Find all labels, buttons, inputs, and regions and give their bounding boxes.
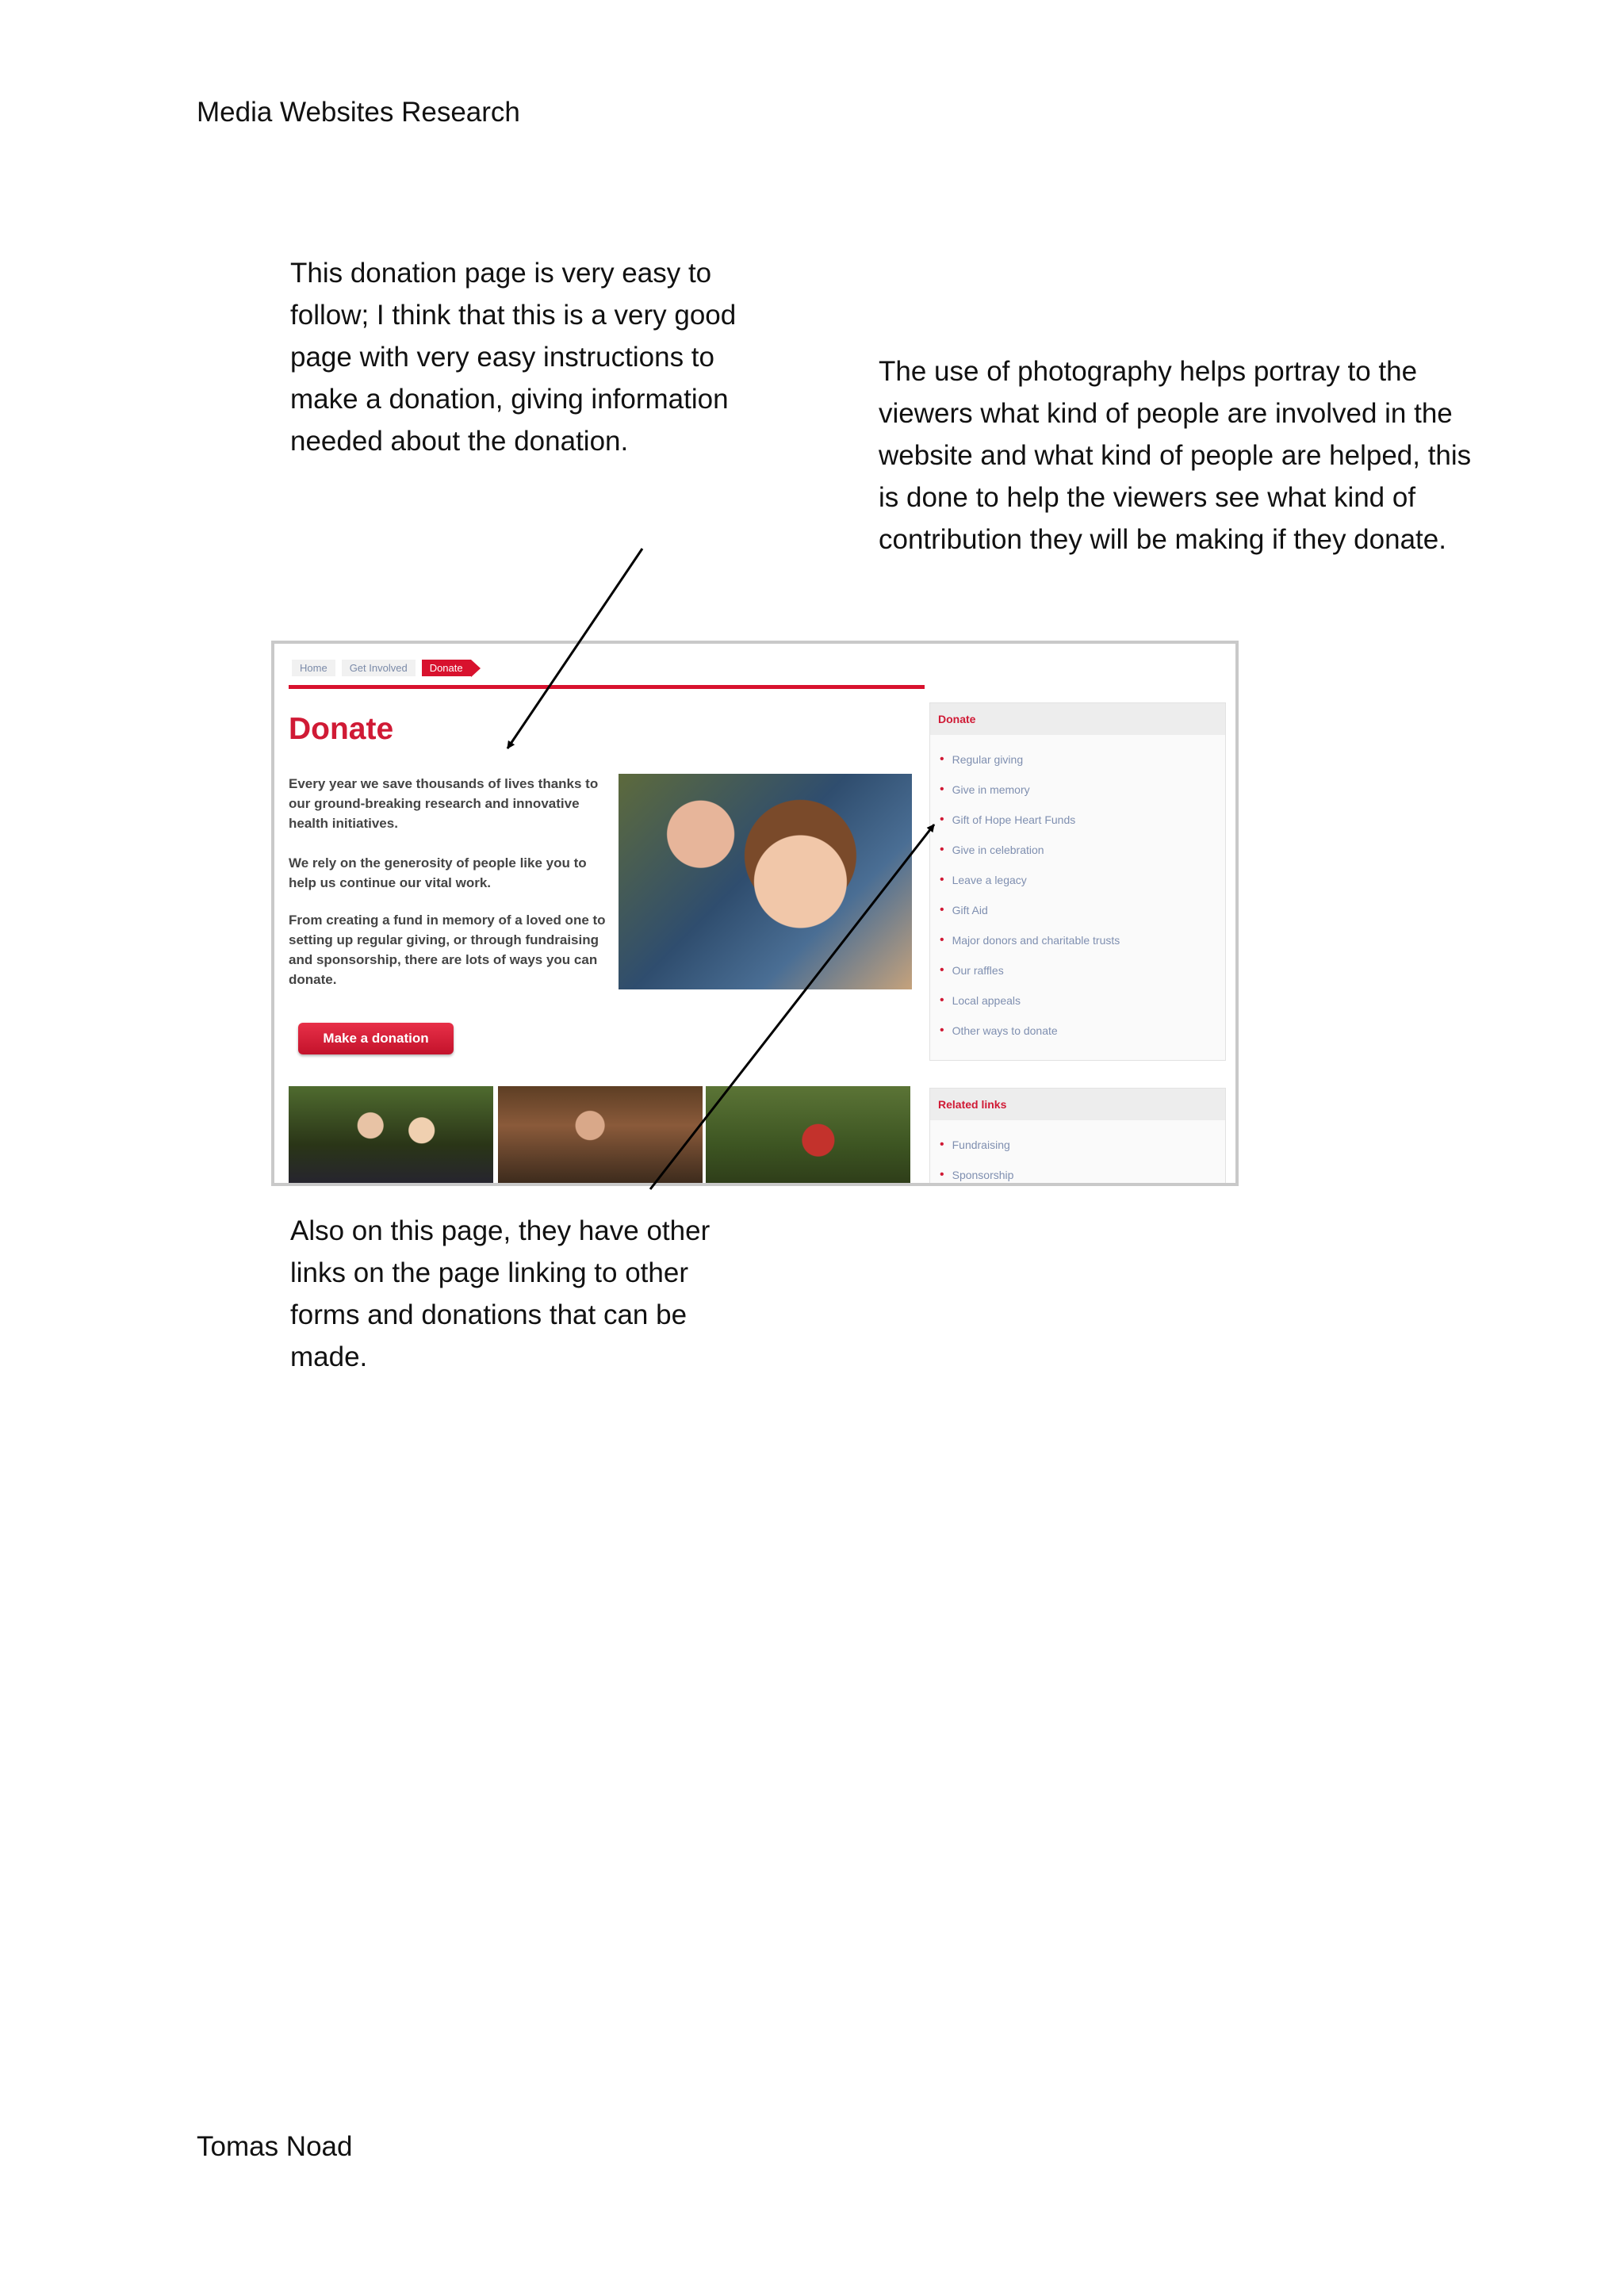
sidebar-item-other-ways[interactable]: • Other ways to donate — [940, 1016, 1225, 1046]
annotation-donation-page: This donation page is very easy to follow; I think that this is a very good page with very easy instructions to make a donation, giving information needed about the donation. — [290, 258, 737, 457]
sidebar-item-leave-legacy[interactable]: • Leave a legacy — [940, 865, 1225, 895]
sidebar-item-local-appeals[interactable]: • Local appeals — [940, 985, 1225, 1016]
breadcrumb-get-involved[interactable]: Get Involved — [342, 660, 416, 676]
ways-paragraph: From creating a fund in memory of a loved one to setting up regular giving, or through fundraising and sponsorship, there are lots of ways you can donate. — [289, 913, 606, 987]
sidebar-item-gift-of-hope[interactable]: • Gift of Hope Heart Funds — [940, 805, 1225, 835]
sidebar-item-gift-aid[interactable]: • Gift Aid — [940, 895, 1225, 925]
breadcrumb-home[interactable]: Home — [292, 660, 335, 676]
sidebar-item-raffles[interactable]: • Our raffles — [940, 955, 1225, 985]
intro-paragraph: Every year we save thousands of lives thanks to our ground-breaking research and innovative health initiatives. — [289, 776, 599, 831]
page-footer: Tomas Noad — [197, 2131, 353, 2162]
make-donation-button[interactable]: Make a donation — [298, 1023, 454, 1054]
support-paragraph: We rely on the generosity of people like you to help us continue our vital work. — [289, 855, 587, 890]
sidebar-item-regular-giving[interactable]: • Regular giving — [940, 744, 1225, 775]
donate-heading: Donate — [289, 712, 394, 746]
sidebar-title: Donate — [930, 703, 1225, 735]
sidebar-item-give-in-celebration[interactable]: • Give in celebration — [940, 835, 1225, 865]
arrow-to-sidebar-links — [650, 825, 934, 1189]
related-item-fundraising[interactable]: • Fundraising — [940, 1130, 1225, 1160]
related-item-sponsorship[interactable]: • Sponsorship — [940, 1160, 1225, 1186]
sidebar-item-give-in-memory[interactable]: • Give in memory — [940, 775, 1225, 805]
page-header: Media Websites Research — [197, 97, 520, 128]
annotation-photography: The use of photography helps portray to the viewers what kind of people are involved in the website and what kind of people are helped, this is done to help the viewers see what kind of contribution they will be making if they donate. — [879, 356, 1472, 555]
annotation-other-links: Also on this page, they have other links on the page linking to other forms and donations that can be made. — [290, 1215, 710, 1372]
breadcrumb-donate[interactable]: Donate — [422, 660, 471, 676]
related-links-title: Related links — [930, 1089, 1225, 1120]
sidebar-item-major-donors[interactable]: • Major donors and charitable trusts — [940, 925, 1225, 955]
arrow-to-donate-text — [508, 549, 642, 748]
